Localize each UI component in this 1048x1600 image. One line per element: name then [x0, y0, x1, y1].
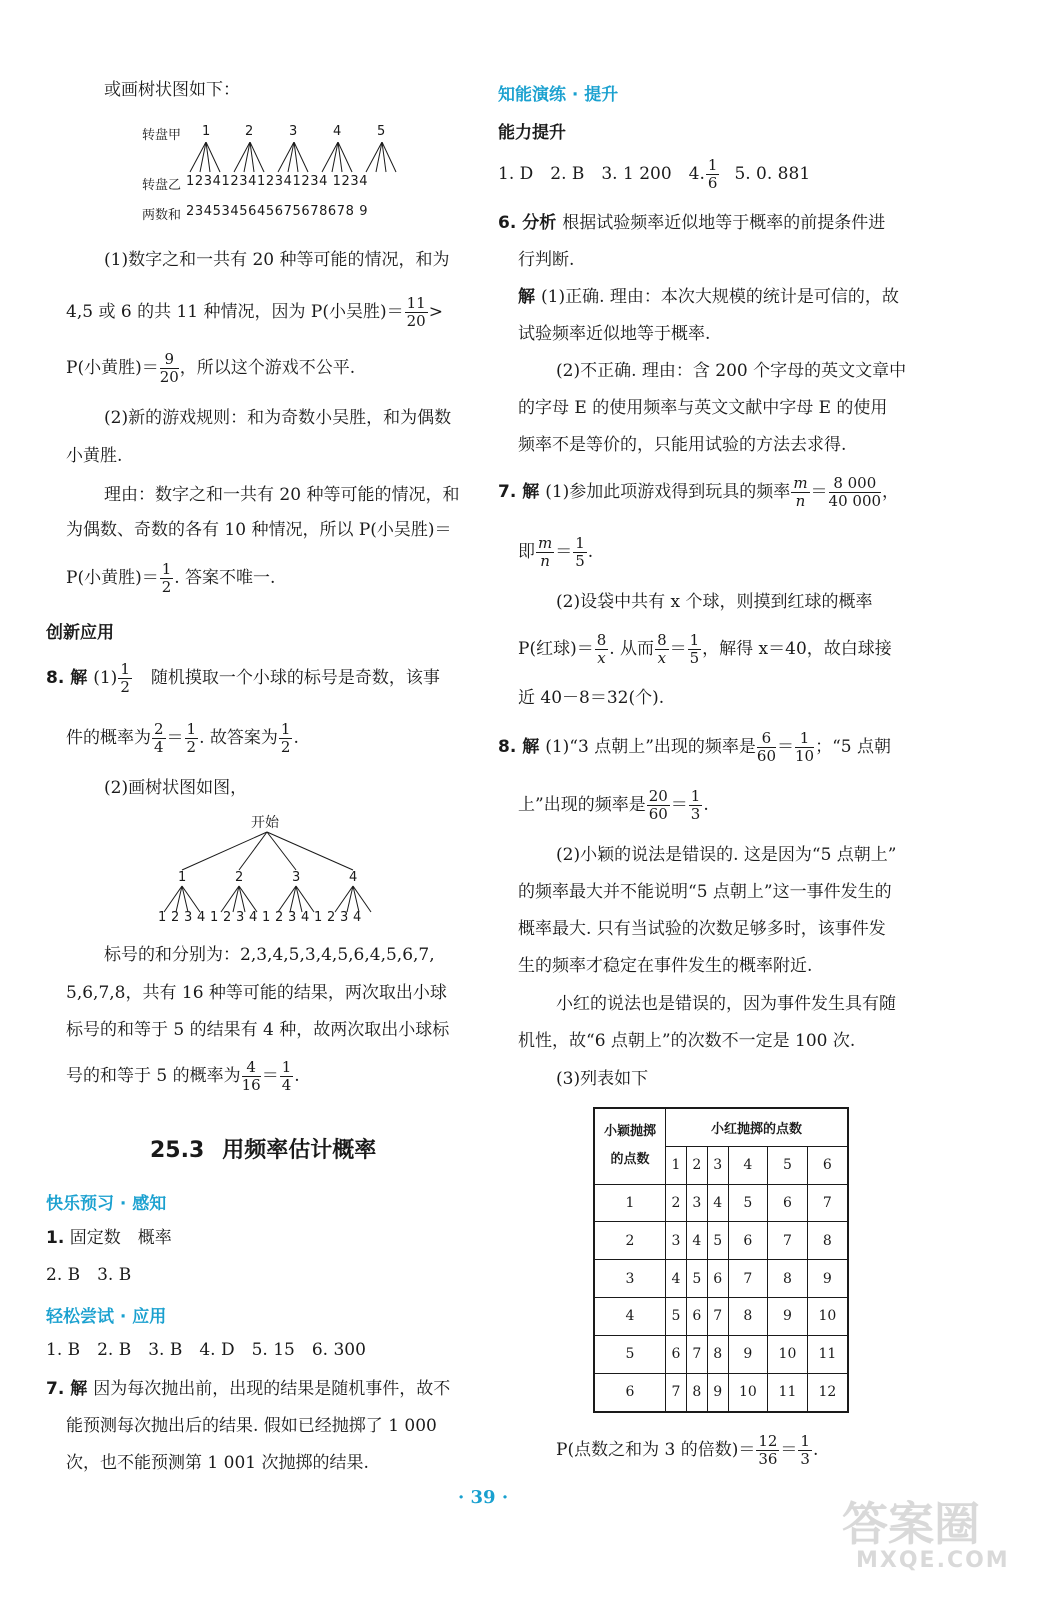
q8r-line2: 上”出现的频率是 20 60 ＝ 1 3 . [518, 786, 709, 823]
tree1-label-a: 转盘甲 [142, 128, 182, 143]
fraction: 1 5 [575, 533, 585, 570]
answers-row: 1. B 2. B 3. B 4. D 5. 15 6. 300 [46, 1340, 366, 1360]
table-row: 5 6 7 8 9 10 11 [594, 1335, 848, 1373]
q8-s2: 5,6,7,8，共有 16 种等可能的结果，两次取出小球 [66, 983, 447, 1003]
section-kuaile: 快乐预习 · 感知 [46, 1194, 167, 1214]
fraction: m n [793, 473, 808, 510]
table-header: 小红抛掷的点数 [666, 1108, 849, 1146]
table-row: 4 5 6 7 8 9 10 [594, 1297, 848, 1335]
tree1-row-b: 1234123412341234 1234 [186, 174, 369, 189]
answers-row-2: 1. D 2. B 3. 1 200 4. 1 6 5. 0. 881 [498, 155, 811, 192]
fraction: 4 16 [241, 1057, 261, 1094]
tree1-num: 1 [202, 124, 211, 139]
q8-s1: 标号的和分别为：2,3,4,5,3,4,5,6,4,5,6,7, [104, 945, 435, 965]
tree2-node: 2 [235, 870, 244, 885]
q8r-line3: (2)小颖的说法是错误的. 这是因为“5 点朝上” [556, 845, 897, 865]
section-chuangxin: 创新应用 [46, 623, 114, 643]
table-col-header: 2 [686, 1146, 707, 1184]
tree2-node: 4 [349, 870, 358, 885]
intro-text: 或画树状图如下： [104, 80, 240, 100]
p2-line1: (2)新的游戏规则：和为奇数小吴胜，和为偶数 [104, 408, 452, 428]
tree2-node: 3 [292, 870, 301, 885]
table-corner: 小颖抛掷 的点数 [594, 1108, 666, 1184]
q8-s4: 号的和等于 5 的概率为 4 16 ＝ 1 4 . [66, 1057, 300, 1094]
fraction: 1 2 [120, 659, 130, 696]
table-col-header: 4 [728, 1146, 768, 1184]
tree1-num: 4 [333, 124, 342, 139]
q8-line1: 8. 解 (1) 1 2 随机摸取一个小球的标号是奇数，该事 [46, 659, 440, 696]
fraction: 6 60 [756, 728, 776, 765]
q8r-line1: 8. 解 (1)“3 点朝上”出现的频率是 6 60 ＝ 1 10 ；“5 点朝 [498, 728, 892, 765]
tree2-leaves: 1 2 3 4 1 2 3 4 1 2 3 4 1 2 3 4 [158, 910, 362, 925]
reason-line3: P(小黄胜)＝ 1 2 . 答案不唯一. [66, 559, 276, 596]
p1-line2: 4,5 或 6 的共 11 种情况，因为 P(小吴胜)＝ 11 20 > [66, 293, 443, 330]
p1-line3: P(小黄胜)＝ 9 20 ，所以这个游戏不公平. [66, 349, 356, 386]
section-title: 25.3 用频率估计概率 [150, 1138, 377, 1163]
p2-line2: 小黄胜. [66, 446, 123, 466]
tree1-label-c: 两数和 [142, 208, 182, 223]
tree2-start: 开始 [251, 815, 279, 831]
q8-s3: 标号的和等于 5 的结果有 4 种，故两次取出小球标 [66, 1020, 450, 1040]
fraction: 1 2 [280, 719, 291, 756]
q7-line2: 能预测每次抛出后的结果. 假如已经抛掷了 1 000 [66, 1416, 437, 1436]
fraction: 1 6 [707, 155, 718, 192]
fraction: 8 000 40 000 [828, 473, 882, 510]
q8r-line6: 生的频率才稳定在事件发生的概率附近. [518, 956, 813, 976]
table-col-header: 1 [666, 1146, 687, 1184]
q6-line4: 试验频率近似地等于概率. [518, 324, 711, 344]
q6-line6: 的字母 E 的使用频率与英文文献中字母 E 的使用 [518, 398, 888, 418]
fraction: 2 4 [154, 719, 164, 756]
sub-nengli: 能力提升 [498, 123, 566, 143]
table-col-header: 6 [807, 1146, 848, 1184]
q6-line3: 解 (1)正确. 理由：本次大规模的统计是可信的，故 [518, 287, 899, 307]
q7r-line1: 7. 解 (1)参加此项游戏得到玩具的频率 m n ＝ 8 000 40 000 ， [498, 473, 900, 510]
reason-line2: 为偶数、奇数的各有 10 种情况，所以 P(小吴胜)＝ [66, 520, 452, 540]
fraction: 1 5 [689, 630, 700, 667]
tree1-num: 3 [289, 124, 298, 139]
watermark-logo: 答案圈 [842, 1497, 980, 1551]
reason-line1: 理由：数字之和一共有 20 种等可能的情况，和 [104, 485, 460, 505]
fraction: 12 36 [758, 1431, 778, 1468]
fraction: 9 20 [159, 349, 179, 386]
fraction: 1 4 [281, 1057, 292, 1094]
fraction: 1 3 [800, 1431, 810, 1468]
table-row: 3 4 5 6 7 8 9 [594, 1260, 848, 1298]
fraction: 8 x [596, 630, 607, 667]
p1-line1: (1)数字之和一共有 20 种等可能的情况，和为 [104, 250, 450, 270]
section-zhineng: 知能演练 · 提升 [498, 85, 619, 105]
fraction: 11 20 [406, 293, 426, 330]
fraction: m n [538, 533, 553, 570]
q8r-line7: 小红的说法也是错误的，因为事件发生具有随 [556, 994, 896, 1014]
tree1-row-c: 2345345645675678678 9 [186, 204, 369, 219]
q7r-line3: (2)设袋中共有 x 个球，则摸到红球的概率 [556, 592, 873, 612]
q7r-line2: 即 m n ＝ 1 5 . [518, 533, 594, 570]
q7-line3: 次，也不能预测第 1 001 次抛掷的结果. [66, 1453, 369, 1473]
fraction: 8 x [657, 630, 667, 667]
k1-line: 1. 固定数 概率 [46, 1228, 172, 1248]
q8r-line4: 的频率最大并不能说明“5 点朝上”这一事件发生的 [518, 882, 892, 902]
k2-line: 2. B 3. B [46, 1265, 132, 1285]
q8-part2: (2)画树状图如图， [104, 778, 248, 798]
q6-line1: 6. 分析 根据试验频率近似地等于概率的前提条件进 [498, 213, 886, 233]
q7-line1: 7. 解 因为每次抛出前，出现的结果是随机事件，故不 [46, 1379, 451, 1399]
q7r-line5: 近 40－8＝32(个). [518, 688, 665, 708]
tree1-branches [180, 142, 420, 174]
q8r-line5: 概率最大. 只有当试验的次数足够多时，该事件发 [518, 919, 886, 939]
q8r-line8: 机性，故“6 点朝上”的次数不一定是 100 次. [518, 1031, 856, 1051]
table-row: 2 3 4 5 6 7 8 [594, 1222, 848, 1260]
fraction: 1 3 [690, 786, 701, 823]
dice-table [593, 1107, 849, 1413]
q6-line2: 行判断. [518, 250, 575, 270]
page-number: · 39 · [458, 1487, 509, 1508]
table-col-header: 5 [768, 1146, 808, 1184]
q7r-line4: P(红球)＝ 8 x . 从而 8 x ＝ 1 5 ，解得 x＝40，故白球接 [518, 630, 892, 667]
final-probability: P(点数之和为 3 的倍数)＝ 12 36 ＝ 1 3 . [556, 1431, 819, 1468]
table-row: 1 2 3 4 5 6 7 [594, 1184, 848, 1222]
watermark-url: MXQE.COM [856, 1548, 1010, 1573]
q8r-line9: (3)列表如下 [556, 1069, 649, 1089]
table-row: 6 7 8 9 10 11 12 [594, 1373, 848, 1412]
tree2-node: 1 [178, 870, 187, 885]
tree1-label-b: 转盘乙 [142, 178, 182, 193]
q6-line5: (2)不正确. 理由：含 200 个字母的英文文章中 [556, 361, 907, 381]
section-qingsong: 轻松尝试 · 应用 [46, 1307, 167, 1327]
tree1-num: 5 [377, 124, 386, 139]
q6-line7: 频率不是等价的，只能用试验的方法去求得. [518, 435, 847, 455]
tree1-num: 2 [245, 124, 254, 139]
fraction: 1 2 [186, 719, 197, 756]
q8-line2: 件的概率为 2 4 ＝ 1 2 . 故答案为 1 2 . [66, 719, 299, 756]
fraction: 20 60 [648, 786, 668, 823]
fraction: 1 10 [795, 728, 815, 765]
table-col-header: 3 [707, 1146, 728, 1184]
fraction: 1 2 [161, 559, 172, 596]
